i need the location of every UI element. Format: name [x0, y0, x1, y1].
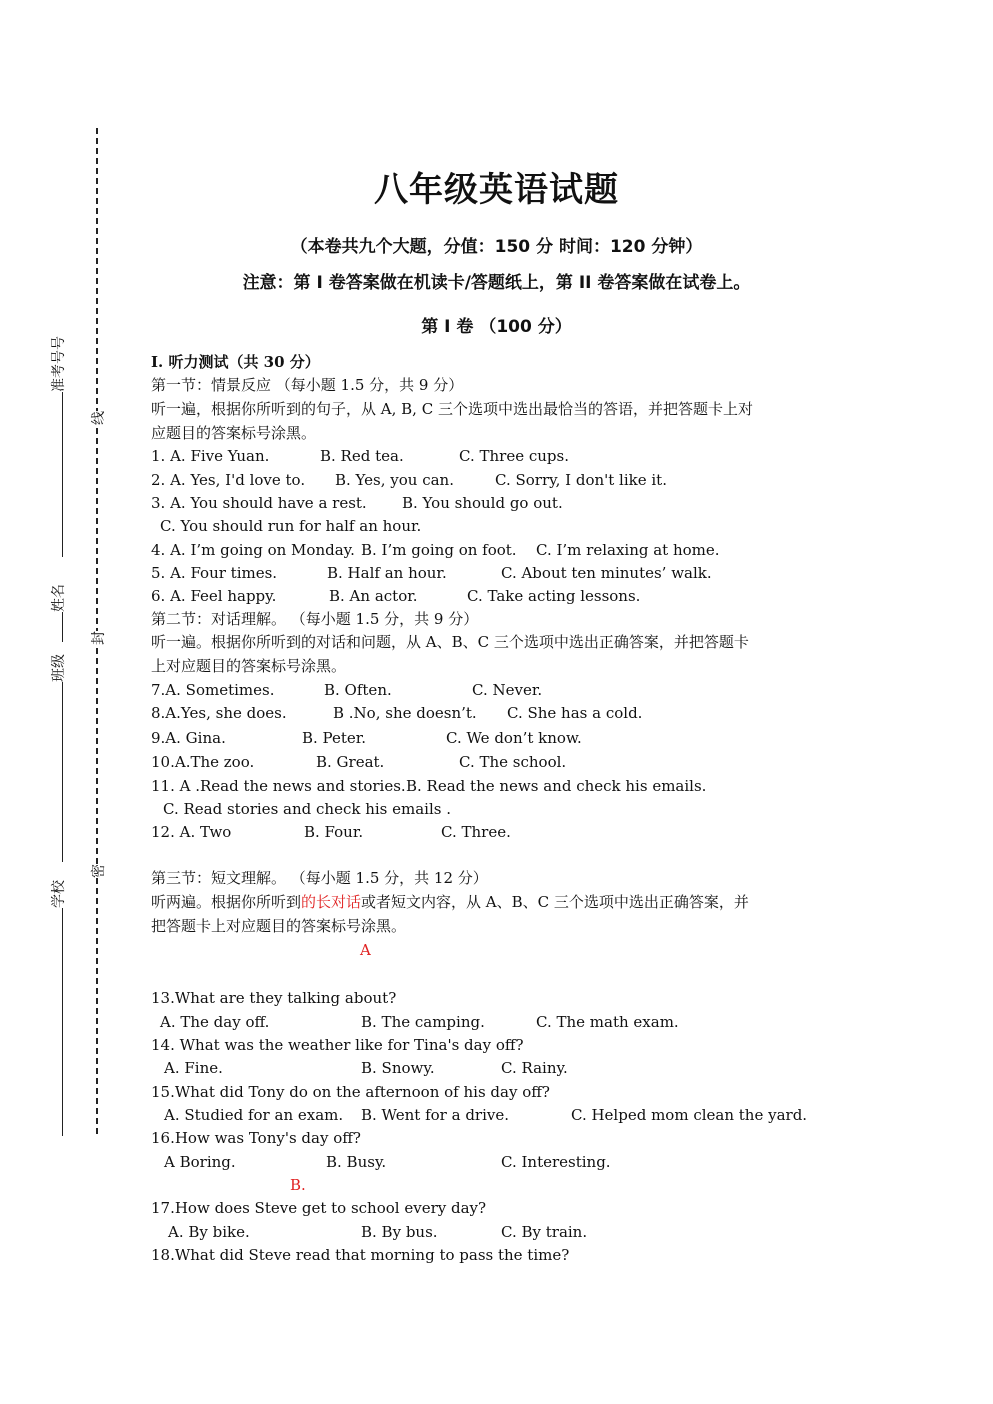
q8-option-b: B .No, she doesn’t.	[333, 704, 477, 722]
q17-option-b: B. By bus.	[361, 1223, 438, 1241]
seal-seal-mark: 封	[88, 631, 108, 645]
q7-option-a: 7.A. Sometimes.	[151, 681, 275, 699]
name-label: 姓名	[51, 584, 67, 612]
q14-option-a: A. Fine.	[164, 1059, 223, 1077]
part2-instruction-1: 听一遍。根据你所听到的对话和问题，从 A、B、C 三个选项中选出正确答案，并把答题卡	[151, 633, 749, 651]
q3-option-c: C. You should run for half an hour.	[160, 517, 422, 535]
part3-instruction-2: 把答题卡上对应题目的答案标号涂黑。	[151, 917, 407, 935]
q1-option-c: C. Three cups.	[459, 447, 569, 465]
q8-option-c: C. She has a cold.	[507, 704, 643, 722]
section-mark-b: B.	[290, 1176, 306, 1194]
exam-number-blank	[62, 392, 63, 557]
q16-option-c: C. Interesting.	[501, 1153, 611, 1171]
q18-question: 18.What did Steve read that morning to pass the time?	[151, 1246, 570, 1264]
q6-option-c: C. Take acting lessons.	[467, 587, 641, 605]
part3-instruction-red: 的长对话	[301, 893, 362, 911]
q9-option-b: B. Peter.	[302, 729, 367, 747]
q4-option-c: C. I’m relaxing at home.	[536, 541, 720, 559]
school-label: 学校	[51, 880, 67, 908]
q10-option-c: C. The school.	[459, 753, 567, 771]
q1-option-b: B. Red tea.	[320, 447, 404, 465]
class-blank	[62, 682, 63, 862]
q13-option-b: B. The camping.	[361, 1013, 485, 1031]
q16-question: 16.How was Tony's day off?	[151, 1129, 361, 1147]
q15-option-c: C. Helped mom clean the yard.	[571, 1106, 808, 1124]
q4-option-b: B. I’m going on foot.	[361, 541, 517, 559]
seal-line-mark: 线	[88, 411, 108, 425]
q17-option-c: C. By train.	[501, 1223, 588, 1241]
exam-notice: 注意：第 I 卷答案做在机读卡/答题纸上，第 II 卷答案做在试卷上。	[242, 273, 751, 293]
part2-heading: 第二节：对话理解。 （每小题 1.5 分，共 9 分）	[151, 610, 479, 628]
q10-option-b: B. Great.	[316, 753, 385, 771]
q11-option-c: C. Read stories and check his emails .	[163, 800, 451, 818]
q12-option-a: 12. A. Two	[151, 823, 232, 841]
q3-option-a: 3. A. You should have a rest.	[151, 494, 367, 512]
q1-option-a: 1. A. Five Yuan.	[151, 447, 270, 465]
q6-option-b: B. An actor.	[329, 587, 418, 605]
q11-option-a: 11. A .Read the news and stories.	[151, 777, 406, 795]
part1-instruction-2: 应题目的答案标号涂黑。	[151, 424, 317, 442]
q13-option-c: C. The math exam.	[536, 1013, 679, 1031]
q3-option-b: B. You should go out.	[402, 494, 563, 512]
q9-option-a: 9.A. Gina.	[151, 729, 226, 747]
q9-option-c: C. We don’t know.	[446, 729, 582, 747]
part1-heading: 第一节：情景反应 （每小题 1.5 分，共 9 分）	[151, 376, 464, 394]
q2-option-a: 2. A. Yes, I'd love to.	[151, 471, 306, 489]
q14-option-c: C. Rainy.	[501, 1059, 568, 1077]
section-mark-a: A	[360, 941, 371, 959]
part3-instruction-pre: 听两遍。根据你所听到	[151, 893, 302, 911]
volume-heading: 第 I 卷 （100 分）	[421, 317, 572, 337]
q17-question: 17.How does Steve get to school every day?	[151, 1199, 487, 1217]
class-label: 班级	[51, 654, 67, 682]
q12-option-c: C. Three.	[441, 823, 511, 841]
q15-question: 15.What did Tony do on the afternoon of his day off?	[151, 1083, 550, 1101]
q7-option-b: B. Often.	[324, 681, 392, 699]
part2-instruction-2: 上对应题目的答案标号涂黑。	[151, 657, 347, 675]
exam-number-label: 准考号号	[51, 336, 67, 392]
name-blank	[62, 612, 63, 642]
q4-option-a: 4. A. I’m going on Monday.	[151, 541, 355, 559]
part3-heading: 第三节：短文理解。 （每小题 1.5 分，共 12 分）	[151, 869, 488, 887]
q16-option-a: A Boring.	[164, 1153, 236, 1171]
part3-instruction-post: 或者短文内容，从 A、B、C 三个选项中选出正确答案，并	[361, 893, 749, 911]
q15-option-a: A. Studied for an exam.	[164, 1106, 344, 1124]
section-heading: I. 听力测试（共 30 分）	[151, 353, 320, 371]
q13-question: 13.What are they talking about?	[151, 989, 397, 1007]
q13-option-a: A. The day off.	[160, 1013, 270, 1031]
q16-option-b: B. Busy.	[326, 1153, 387, 1171]
page-title: 八年级英语试题	[374, 170, 619, 210]
q5-option-c: C. About ten minutes’ walk.	[501, 564, 712, 582]
school-blank	[62, 908, 63, 1136]
exam-info: （本卷共九个大题，分值：150 分 时间：120 分钟）	[290, 237, 703, 257]
part3-instruction-1	[151, 892, 749, 912]
q17-option-a: A. By bike.	[168, 1223, 250, 1241]
q11-option-b: B. Read the news and check his emails.	[406, 777, 707, 795]
q14-question: 14. What was the weather like for Tina's day off?	[151, 1036, 524, 1054]
q2-option-b: B. Yes, you can.	[335, 471, 454, 489]
q8-option-a: 8.A.Yes, she does.	[151, 704, 287, 722]
q5-option-a: 5. A. Four times.	[151, 564, 278, 582]
q12-option-b: B. Four.	[304, 823, 364, 841]
q14-option-b: B. Snowy.	[361, 1059, 435, 1077]
q7-option-c: C. Never.	[472, 681, 543, 699]
q5-option-b: B. Half an hour.	[327, 564, 447, 582]
q10-option-a: 10.A.The zoo.	[151, 753, 255, 771]
seal-secret-mark: 密	[88, 864, 108, 878]
part1-instruction-1: 听一遍，根据你所听到的句子，从 A, B, C 三个选项中选出最恰当的答语，并把答题卡上对	[151, 400, 753, 418]
q15-option-b: B. Went for a drive.	[361, 1106, 510, 1124]
q6-option-a: 6. A. Feel happy.	[151, 587, 277, 605]
q2-option-c: C. Sorry, I don't like it.	[495, 471, 667, 489]
